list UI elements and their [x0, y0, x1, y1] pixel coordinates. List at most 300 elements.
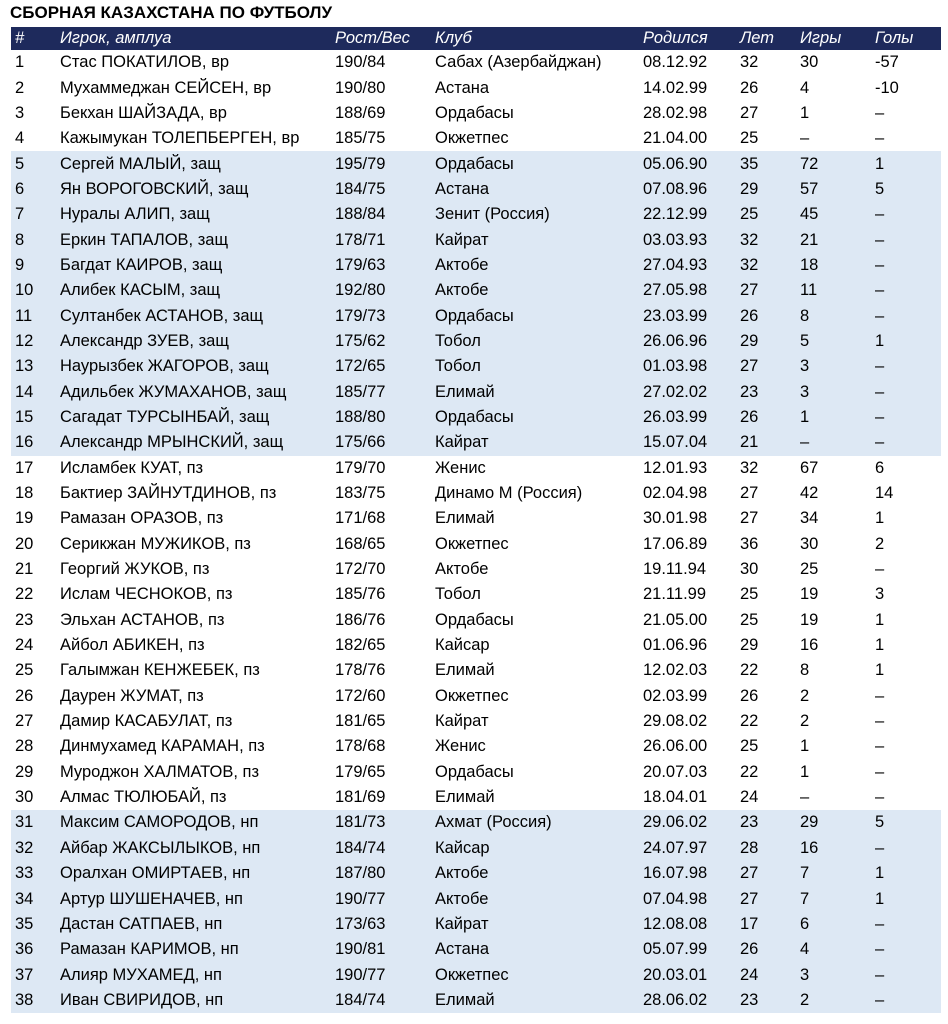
cell-number: 11 — [11, 303, 56, 328]
cell-games: 1 — [796, 760, 871, 785]
cell-born: 07.08.96 — [639, 177, 736, 202]
table-row — [11, 329, 941, 354]
cell-height-weight: 178/68 — [331, 734, 431, 759]
cell-player: Алияр МУХАМЕД, нп — [56, 962, 331, 987]
cell-age: 22 — [736, 709, 796, 734]
cell-club: Кайрат — [431, 709, 639, 734]
table-row — [11, 506, 941, 531]
cell-club: Ордабасы — [431, 608, 639, 633]
cell-games: 29 — [796, 810, 871, 835]
cell-club: Кайсар — [431, 836, 639, 861]
cell-player: Алмас ТЮЛЮБАЙ, пз — [56, 785, 331, 810]
cell-born: 28.02.98 — [639, 101, 736, 126]
cell-club: Кайсар — [431, 633, 639, 658]
table-row — [11, 709, 941, 734]
cell-born: 17.06.89 — [639, 532, 736, 557]
cell-player: Серикжан МУЖИКОВ, пз — [56, 532, 331, 557]
cell-games: 30 — [796, 50, 871, 75]
cell-height-weight: 185/77 — [331, 379, 431, 404]
cell-height-weight: 188/80 — [331, 405, 431, 430]
cell-born: 29.06.02 — [639, 810, 736, 835]
cell-goals: 1 — [871, 861, 941, 886]
cell-goals: 5 — [871, 177, 941, 202]
cell-age: 25 — [736, 202, 796, 227]
cell-born: 02.03.99 — [639, 684, 736, 709]
cell-club: Ордабасы — [431, 151, 639, 176]
cell-goals: – — [871, 962, 941, 987]
cell-goals: – — [871, 760, 941, 785]
cell-number: 21 — [11, 557, 56, 582]
cell-number: 10 — [11, 278, 56, 303]
roster-table — [11, 27, 941, 1013]
table-row — [11, 151, 941, 176]
cell-games: 2 — [796, 684, 871, 709]
cell-born: 21.11.99 — [639, 582, 736, 607]
cell-age: 26 — [736, 684, 796, 709]
cell-height-weight: 182/65 — [331, 633, 431, 658]
cell-age: 23 — [736, 810, 796, 835]
cell-player: Эльхан АСТАНОВ, пз — [56, 608, 331, 633]
cell-born: 12.08.08 — [639, 912, 736, 937]
cell-games: 57 — [796, 177, 871, 202]
cell-games: 34 — [796, 506, 871, 531]
cell-club: Зенит (Россия) — [431, 202, 639, 227]
column-header-age: Лет — [736, 27, 796, 50]
table-row — [11, 962, 941, 987]
cell-born: 27.04.93 — [639, 253, 736, 278]
cell-height-weight: 190/81 — [331, 937, 431, 962]
cell-age: 21 — [736, 430, 796, 455]
cell-goals: – — [871, 126, 941, 151]
cell-height-weight: 178/76 — [331, 658, 431, 683]
cell-games: 1 — [796, 405, 871, 430]
cell-born: 21.05.00 — [639, 608, 736, 633]
cell-player: Бекхан ШАЙЗАДА, вр — [56, 101, 331, 126]
cell-height-weight: 187/80 — [331, 861, 431, 886]
cell-age: 32 — [736, 456, 796, 481]
table-row — [11, 658, 941, 683]
cell-age: 36 — [736, 532, 796, 557]
column-header-born: Родился — [639, 27, 736, 50]
cell-born: 07.04.98 — [639, 886, 736, 911]
cell-goals: – — [871, 354, 941, 379]
cell-goals: – — [871, 785, 941, 810]
cell-height-weight: 185/76 — [331, 582, 431, 607]
cell-games: 19 — [796, 582, 871, 607]
cell-height-weight: 172/60 — [331, 684, 431, 709]
cell-player: Ян ВОРОГОВСКИЙ, защ — [56, 177, 331, 202]
cell-height-weight: 186/76 — [331, 608, 431, 633]
cell-goals: – — [871, 379, 941, 404]
cell-games: 7 — [796, 861, 871, 886]
cell-goals: – — [871, 988, 941, 1013]
cell-age: 28 — [736, 836, 796, 861]
table-row — [11, 379, 941, 404]
cell-born: 20.07.03 — [639, 760, 736, 785]
table-row — [11, 684, 941, 709]
cell-number: 34 — [11, 886, 56, 911]
cell-age: 17 — [736, 912, 796, 937]
table-row — [11, 937, 941, 962]
cell-player: Георгий ЖУКОВ, пз — [56, 557, 331, 582]
cell-club: Елимай — [431, 379, 639, 404]
cell-player: Рамазан КАРИМОВ, нп — [56, 937, 331, 962]
cell-number: 28 — [11, 734, 56, 759]
cell-born: 26.06.00 — [639, 734, 736, 759]
table-row — [11, 810, 941, 835]
cell-born: 16.07.98 — [639, 861, 736, 886]
cell-born: 24.07.97 — [639, 836, 736, 861]
cell-age: 25 — [736, 734, 796, 759]
cell-born: 01.03.98 — [639, 354, 736, 379]
table-row — [11, 405, 941, 430]
cell-born: 01.06.96 — [639, 633, 736, 658]
table-row — [11, 557, 941, 582]
cell-goals: 14 — [871, 481, 941, 506]
cell-height-weight: 179/65 — [331, 760, 431, 785]
cell-number: 20 — [11, 532, 56, 557]
table-row — [11, 760, 941, 785]
column-header-player: Игрок, амплуа — [56, 27, 331, 50]
cell-games: 3 — [796, 379, 871, 404]
cell-player: Бактиер ЗАЙНУТДИНОВ, пз — [56, 481, 331, 506]
cell-player: Максим САМОРОДОВ, нп — [56, 810, 331, 835]
cell-games: 16 — [796, 836, 871, 861]
cell-player: Айбар ЖАКСЫЛЫКОВ, нп — [56, 836, 331, 861]
cell-number: 15 — [11, 405, 56, 430]
table-row — [11, 582, 941, 607]
cell-player: Алибек КАСЫМ, защ — [56, 278, 331, 303]
cell-games: 8 — [796, 658, 871, 683]
cell-number: 6 — [11, 177, 56, 202]
cell-goals: – — [871, 253, 941, 278]
cell-games: 2 — [796, 709, 871, 734]
table-row — [11, 456, 941, 481]
cell-number: 14 — [11, 379, 56, 404]
table-row — [11, 50, 941, 75]
cell-born: 30.01.98 — [639, 506, 736, 531]
cell-number: 33 — [11, 861, 56, 886]
cell-born: 02.04.98 — [639, 481, 736, 506]
cell-height-weight: 172/70 — [331, 557, 431, 582]
column-header-games: Игры — [796, 27, 871, 50]
cell-player: Галымжан КЕНЖЕБЕК, пз — [56, 658, 331, 683]
table-row — [11, 912, 941, 937]
cell-games: 5 — [796, 329, 871, 354]
cell-number: 18 — [11, 481, 56, 506]
table-row — [11, 227, 941, 252]
cell-born: 08.12.92 — [639, 50, 736, 75]
cell-games: 2 — [796, 988, 871, 1013]
cell-number: 26 — [11, 684, 56, 709]
cell-player: Динмухамед КАРАМАН, пз — [56, 734, 331, 759]
cell-club: Елимай — [431, 658, 639, 683]
cell-born: 12.01.93 — [639, 456, 736, 481]
cell-born: 15.07.04 — [639, 430, 736, 455]
cell-club: Ахмат (Россия) — [431, 810, 639, 835]
cell-club: Ордабасы — [431, 405, 639, 430]
cell-club: Актобе — [431, 861, 639, 886]
cell-born: 14.02.99 — [639, 75, 736, 100]
cell-goals: -57 — [871, 50, 941, 75]
cell-club: Ордабасы — [431, 303, 639, 328]
cell-height-weight: 185/75 — [331, 126, 431, 151]
cell-age: 26 — [736, 75, 796, 100]
cell-games: 67 — [796, 456, 871, 481]
cell-club: Актобе — [431, 253, 639, 278]
cell-born: 03.03.93 — [639, 227, 736, 252]
cell-age: 29 — [736, 177, 796, 202]
cell-born: 29.08.02 — [639, 709, 736, 734]
cell-number: 36 — [11, 937, 56, 962]
cell-goals: 3 — [871, 582, 941, 607]
cell-height-weight: 190/77 — [331, 962, 431, 987]
cell-age: 22 — [736, 760, 796, 785]
cell-age: 22 — [736, 658, 796, 683]
table-row — [11, 785, 941, 810]
column-header-goals: Голы — [871, 27, 941, 50]
cell-games: 7 — [796, 886, 871, 911]
cell-height-weight: 184/75 — [331, 177, 431, 202]
cell-age: 27 — [736, 861, 796, 886]
cell-born: 21.04.00 — [639, 126, 736, 151]
cell-number: 23 — [11, 608, 56, 633]
cell-club: Елимай — [431, 785, 639, 810]
cell-number: 30 — [11, 785, 56, 810]
table-row — [11, 278, 941, 303]
cell-born: 26.03.99 — [639, 405, 736, 430]
cell-club: Елимай — [431, 988, 639, 1013]
cell-club: Тобол — [431, 582, 639, 607]
cell-goals: – — [871, 202, 941, 227]
cell-height-weight: 179/73 — [331, 303, 431, 328]
cell-player: Нуралы АЛИП, защ — [56, 202, 331, 227]
cell-goals: 1 — [871, 886, 941, 911]
cell-age: 29 — [736, 329, 796, 354]
cell-goals: – — [871, 557, 941, 582]
cell-goals: 6 — [871, 456, 941, 481]
cell-club: Астана — [431, 177, 639, 202]
cell-games: 3 — [796, 962, 871, 987]
cell-born: 12.02.03 — [639, 658, 736, 683]
cell-goals: – — [871, 937, 941, 962]
cell-games: 16 — [796, 633, 871, 658]
cell-goals: – — [871, 278, 941, 303]
cell-number: 16 — [11, 430, 56, 455]
cell-club: Кайрат — [431, 430, 639, 455]
cell-born: 22.12.99 — [639, 202, 736, 227]
cell-player: Мухаммеджан СЕЙСЕН, вр — [56, 75, 331, 100]
cell-born: 05.07.99 — [639, 937, 736, 962]
cell-goals: 2 — [871, 532, 941, 557]
cell-club: Окжетпес — [431, 962, 639, 987]
table-row — [11, 861, 941, 886]
cell-height-weight: 188/69 — [331, 101, 431, 126]
cell-height-weight: 195/79 — [331, 151, 431, 176]
cell-goals: 1 — [871, 658, 941, 683]
cell-games: – — [796, 430, 871, 455]
cell-age: 27 — [736, 354, 796, 379]
cell-number: 2 — [11, 75, 56, 100]
cell-player: Муроджон ХАЛМАТОВ, пз — [56, 760, 331, 785]
cell-goals: 1 — [871, 151, 941, 176]
cell-player: Султанбек АСТАНОВ, защ — [56, 303, 331, 328]
cell-height-weight: 190/77 — [331, 886, 431, 911]
cell-player: Еркин ТАПАЛОВ, защ — [56, 227, 331, 252]
cell-player: Александр ЗУЕВ, защ — [56, 329, 331, 354]
column-header-club: Клуб — [431, 27, 639, 50]
cell-club: Женис — [431, 456, 639, 481]
cell-number: 5 — [11, 151, 56, 176]
cell-age: 27 — [736, 481, 796, 506]
cell-player: Сагадат ТУРСЫНБАЙ, защ — [56, 405, 331, 430]
cell-height-weight: 184/74 — [331, 836, 431, 861]
cell-club: Ордабасы — [431, 760, 639, 785]
cell-age: 25 — [736, 582, 796, 607]
cell-games: 8 — [796, 303, 871, 328]
cell-games: 19 — [796, 608, 871, 633]
cell-number: 19 — [11, 506, 56, 531]
cell-height-weight: 192/80 — [331, 278, 431, 303]
cell-player: Исламбек КУАТ, пз — [56, 456, 331, 481]
cell-player: Кажымукан ТОЛЕПБЕРГЕН, вр — [56, 126, 331, 151]
cell-goals: 5 — [871, 810, 941, 835]
cell-age: 24 — [736, 785, 796, 810]
cell-player: Даурен ЖУМАТ, пз — [56, 684, 331, 709]
cell-player: Дастан САТПАЕВ, нп — [56, 912, 331, 937]
table-row — [11, 532, 941, 557]
cell-age: 32 — [736, 253, 796, 278]
cell-games: 42 — [796, 481, 871, 506]
table-row — [11, 734, 941, 759]
table-row — [11, 253, 941, 278]
cell-height-weight: 168/65 — [331, 532, 431, 557]
cell-player: Иван СВИРИДОВ, нп — [56, 988, 331, 1013]
cell-club: Кайрат — [431, 227, 639, 252]
cell-player: Сергей МАЛЫЙ, защ — [56, 151, 331, 176]
cell-player: Рамазан ОРАЗОВ, пз — [56, 506, 331, 531]
cell-height-weight: 181/65 — [331, 709, 431, 734]
cell-number: 17 — [11, 456, 56, 481]
cell-age: 25 — [736, 608, 796, 633]
cell-games: 18 — [796, 253, 871, 278]
cell-height-weight: 183/75 — [331, 481, 431, 506]
table-header-row — [11, 27, 941, 50]
cell-born: 27.02.02 — [639, 379, 736, 404]
table-row — [11, 101, 941, 126]
cell-number: 38 — [11, 988, 56, 1013]
cell-games: 3 — [796, 354, 871, 379]
cell-club: Окжетпес — [431, 126, 639, 151]
cell-player: Стас ПОКАТИЛОВ, вр — [56, 50, 331, 75]
cell-goals: -10 — [871, 75, 941, 100]
cell-club: Окжетпес — [431, 532, 639, 557]
cell-height-weight: 181/69 — [331, 785, 431, 810]
table-row — [11, 202, 941, 227]
cell-born: 20.03.01 — [639, 962, 736, 987]
table-row — [11, 988, 941, 1013]
cell-born: 05.06.90 — [639, 151, 736, 176]
cell-goals: 1 — [871, 329, 941, 354]
cell-height-weight: 173/63 — [331, 912, 431, 937]
cell-age: 32 — [736, 227, 796, 252]
cell-number: 1 — [11, 50, 56, 75]
cell-height-weight: 188/84 — [331, 202, 431, 227]
cell-player: Наурызбек ЖАГОРОВ, защ — [56, 354, 331, 379]
cell-goals: – — [871, 709, 941, 734]
cell-club: Динамо М (Россия) — [431, 481, 639, 506]
cell-goals: – — [871, 684, 941, 709]
cell-goals: 1 — [871, 608, 941, 633]
cell-number: 32 — [11, 836, 56, 861]
cell-player: Багдат КАИРОВ, защ — [56, 253, 331, 278]
cell-number: 13 — [11, 354, 56, 379]
cell-age: 27 — [736, 506, 796, 531]
table-row — [11, 177, 941, 202]
cell-height-weight: 175/66 — [331, 430, 431, 455]
cell-games: 4 — [796, 937, 871, 962]
table-row — [11, 886, 941, 911]
cell-height-weight: 181/73 — [331, 810, 431, 835]
cell-height-weight: 190/84 — [331, 50, 431, 75]
cell-club: Астана — [431, 75, 639, 100]
cell-club: Тобол — [431, 354, 639, 379]
cell-born: 27.05.98 — [639, 278, 736, 303]
cell-age: 35 — [736, 151, 796, 176]
cell-height-weight: 171/68 — [331, 506, 431, 531]
cell-born: 23.03.99 — [639, 303, 736, 328]
cell-number: 25 — [11, 658, 56, 683]
cell-games: 1 — [796, 734, 871, 759]
cell-age: 27 — [736, 101, 796, 126]
cell-club: Сабах (Азербайджан) — [431, 50, 639, 75]
column-header-number: # — [11, 27, 56, 50]
roster-body — [11, 50, 941, 1013]
cell-age: 29 — [736, 633, 796, 658]
cell-games: – — [796, 785, 871, 810]
column-header-height-weight: Рост/Вес — [331, 27, 431, 50]
cell-age: 23 — [736, 988, 796, 1013]
table-row — [11, 481, 941, 506]
cell-games: 4 — [796, 75, 871, 100]
table-row — [11, 430, 941, 455]
cell-goals: 1 — [871, 633, 941, 658]
cell-club: Женис — [431, 734, 639, 759]
cell-age: 23 — [736, 379, 796, 404]
cell-player: Александр МРЫНСКИЙ, защ — [56, 430, 331, 455]
cell-number: 8 — [11, 227, 56, 252]
cell-number: 4 — [11, 126, 56, 151]
cell-games: 11 — [796, 278, 871, 303]
cell-born: 26.06.96 — [639, 329, 736, 354]
cell-born: 28.06.02 — [639, 988, 736, 1013]
cell-height-weight: 179/63 — [331, 253, 431, 278]
cell-club: Окжетпес — [431, 684, 639, 709]
cell-goals: – — [871, 303, 941, 328]
table-row — [11, 75, 941, 100]
cell-number: 31 — [11, 810, 56, 835]
cell-goals: – — [871, 836, 941, 861]
table-row — [11, 608, 941, 633]
cell-player: Ислам ЧЕСНОКОВ, пз — [56, 582, 331, 607]
cell-goals: – — [871, 430, 941, 455]
table-row — [11, 633, 941, 658]
cell-number: 27 — [11, 709, 56, 734]
cell-age: 26 — [736, 303, 796, 328]
cell-club: Тобол — [431, 329, 639, 354]
cell-age: 26 — [736, 937, 796, 962]
cell-player: Айбол АБИКЕН, пз — [56, 633, 331, 658]
